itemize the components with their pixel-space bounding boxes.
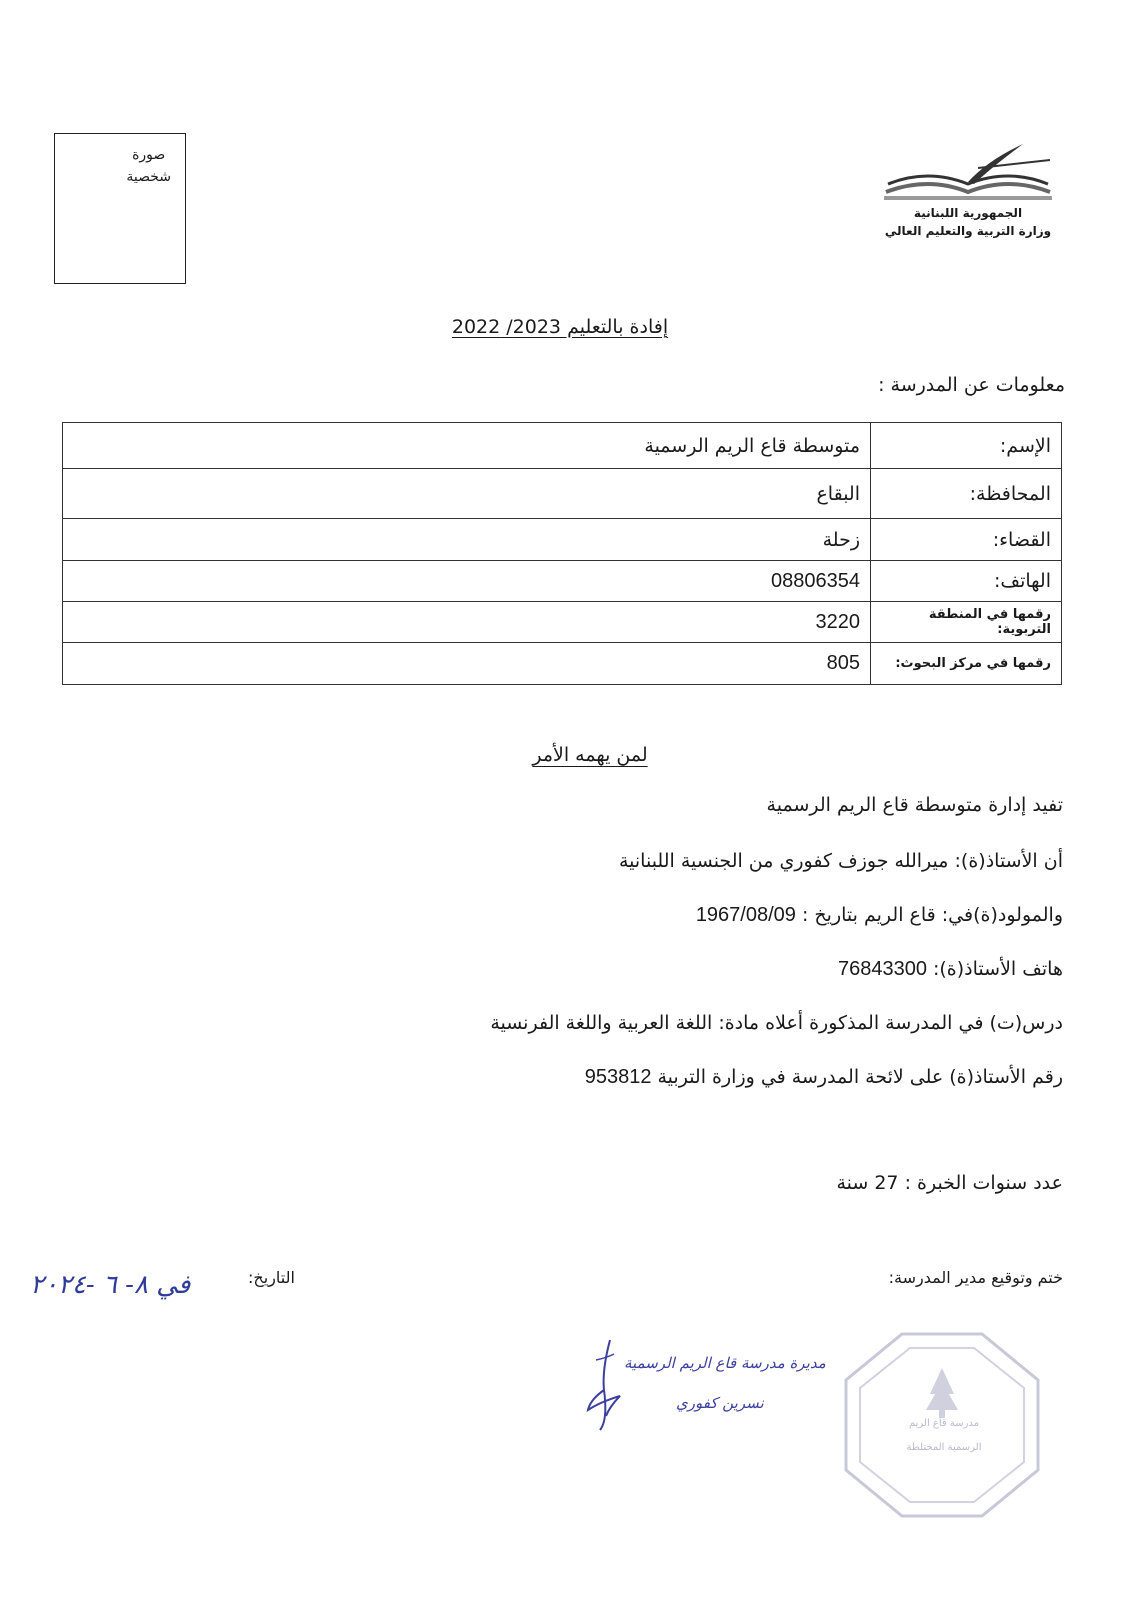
subject-label: درس(ت) في المدرسة المذكورة أعلاه مادة: — [718, 1012, 1063, 1034]
stamp-text-line1: مدرسة قاع الريم — [908, 1418, 980, 1429]
table-row — [63, 469, 1062, 519]
photo-box — [54, 133, 186, 284]
teacher-phone-label: هاتف الأستاذ(ة): — [932, 958, 1063, 980]
table-row — [63, 643, 1062, 685]
principal-signature — [580, 1330, 840, 1440]
experience-line — [836, 1172, 1063, 1194]
row-label-phone: الهاتف: — [871, 561, 1062, 602]
principal-signature-label: ختم وتوقيع مدير المدرسة: — [888, 1268, 1063, 1287]
teacher-name: ميرالله جوزف كفوري من الجنسية اللبنانية — [618, 850, 949, 872]
teacher-phone: 76843300 — [837, 958, 927, 980]
row-value-district: زحلة — [63, 519, 871, 561]
republic-name: الجمهورية اللبنانية — [913, 206, 1023, 220]
certificate-line-5 — [490, 1012, 1063, 1034]
row-label-research-center-number: رقمها في مركز البحوث: — [871, 643, 1062, 685]
stamp-text-line2: الرسمية المختلطة — [906, 1442, 982, 1453]
to-whom-it-may-concern: لمن يهمه الأمر — [532, 744, 648, 766]
birth-label: والمولود(ة)في: — [941, 904, 1063, 926]
certificate-line-4 — [838, 958, 1063, 981]
row-value-governorate: البقاع — [63, 469, 871, 519]
ministry-name: وزارة التربية والتعليم العالي — [884, 224, 1052, 238]
table-row — [63, 561, 1062, 602]
open-book-icon — [878, 140, 1058, 204]
experience-label: عدد سنوات الخبرة : — [904, 1172, 1063, 1194]
school-info-table — [62, 422, 1062, 685]
ministry-logo — [878, 140, 1058, 250]
certificate-line-6 — [585, 1066, 1063, 1089]
row-label-district: القضاء: — [871, 519, 1062, 561]
photo-label-line2: شخصية — [126, 169, 171, 185]
teacher-label: أن الأستاذ(ة): — [954, 850, 1063, 872]
row-value-name: متوسطة قاع الريم الرسمية — [63, 423, 871, 469]
row-value-research-center-number: 805 — [63, 643, 871, 685]
document-title: إفادة بالتعليم 2023/ 2022 — [451, 316, 669, 338]
row-label-educational-region-number: رقمها في المنطقة التربوية: — [871, 602, 1062, 643]
ministry-number-label: رقم الأستاذ(ة) على لائحة المدرسة في وزارة التربية — [657, 1066, 1063, 1088]
table-row — [63, 602, 1062, 643]
birth-date: 1967/08/09 — [695, 904, 796, 926]
school-info-heading: معلومات عن المدرسة : — [878, 374, 1065, 396]
certificate-line-3 — [696, 904, 1063, 927]
certificate-line-1: تفيد إدارة متوسطة قاع الريم الرسمية — [766, 794, 1063, 816]
row-label-governorate: المحافظة: — [871, 469, 1062, 519]
certificate-line-2 — [619, 850, 1063, 872]
table-row — [63, 423, 1062, 469]
photo-label-line1: صورة — [132, 147, 166, 163]
row-label-name: الإسم: — [871, 423, 1062, 469]
experience-value: 27 سنة — [836, 1172, 899, 1194]
signature-title: مديرة مدرسة قاع الريم الرسمية — [624, 1354, 826, 1372]
handwritten-date: في ٨- ٦ -٢٠٢٤ — [30, 1270, 191, 1300]
date-label: التاريخ: — [248, 1268, 295, 1287]
birth-place: قاع الريم بتاريخ : — [801, 904, 936, 926]
row-value-educational-region-number: 3220 — [63, 602, 871, 643]
signature-name: نسرين كفوري — [676, 1394, 764, 1412]
ministry-number: 953812 — [584, 1066, 652, 1088]
row-value-phone: 08806354 — [63, 561, 871, 602]
subject-value: اللغة العربية واللغة الفرنسية — [490, 1012, 713, 1034]
table-row — [63, 519, 1062, 561]
